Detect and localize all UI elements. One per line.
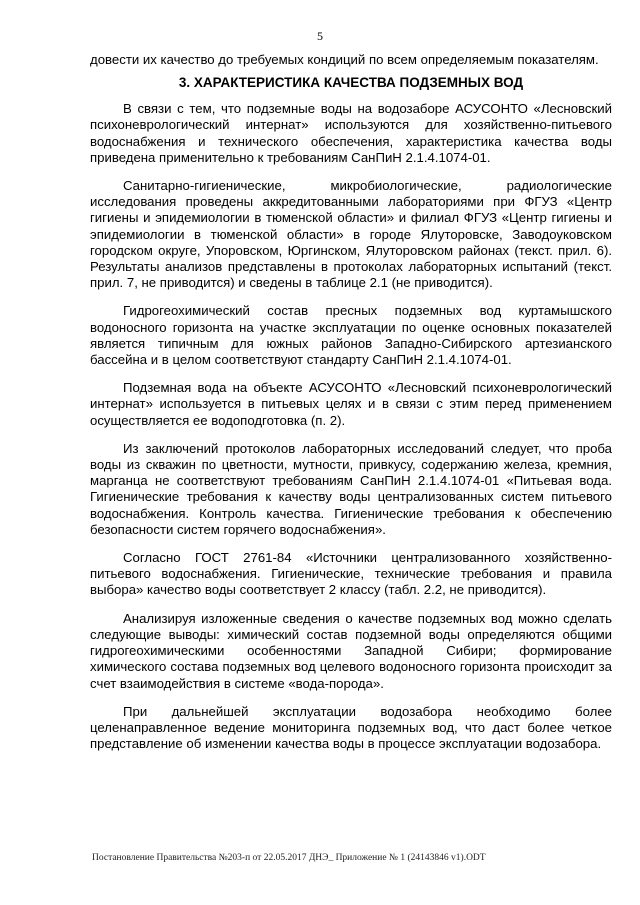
paragraph-6: Согласно ГОСТ 2761-84 «Источники централизованного хозяйственно-питьевого водоснабжения. Гигиенические, технические требования и правила выбора» качество воды соответствует 2 классу (табл. 2.2, не приводится). <box>90 550 612 598</box>
paragraph-2: Санитарно-гигиенические, микробиологические, радиологические исследования проведены аккредитованными лабораториями при ФГУЗ «Центр гигиены и эпидемиологии в тюменской области» и филиал ФГУЗ «Центр гигиены и эпидемиологии в тюменской области» в городе Ялуторовске, Заводоуковском городском округе, Упоровском, Юргинском, Ялуторовском районах (текст. прил. 6). Результаты анализов представлены в протоколах лабораторных испытаний (текст. прил. 7, не приводится) и сведены в таблице 2.1 (не приводится). <box>90 178 612 291</box>
paragraph-5: Из заключений протоколов лабораторных исследований следует, что проба воды из скважин по цветности, мутности, привкусу, содержанию железа, кремния, марганца не соответствуют требованиям СанПиН 2.1.4.1074-01 «Питьевая вода. Гигиенические требования к качеству воды централизованных систем питьевого водоснабжения. Контроль качества. Гигиенические требования к обеспечению безопасности систем горячего водоснабжения». <box>90 440 612 537</box>
intro-paragraph: довести их качество до требуемых кондиций по всем определяемым показателям. <box>90 52 599 67</box>
paragraph-3: Гидрогеохимический состав пресных подземных вод куртамышского водоносного горизонта на участке эксплуатации по оценке основных показателей является типичным для южных районов Западно-Сибирского артезианского бассейна и в целом соответствуют стандарту СанПиН 2.1.4.1074-01. <box>90 303 612 368</box>
section-heading: 3. ХАРАКТЕРИСТИКА КАЧЕСТВА ПОДЗЕМНЫХ ВОД <box>178 75 524 91</box>
document-body <box>90 52 612 764</box>
paragraph-1: В связи с тем, что подземные воды на водозаборе АСУСОНТО «Лесновский психоневрологический интернат» используются для хозяйственно-питьевого водоснабжения и технического обеспечения, характеристика качества воды приведена применительно к требованиям СанПиН 2.1.4.1074-01. <box>90 101 612 165</box>
paragraph-7: Анализируя изложенные сведения о качестве подземных вод можно сделать следующие выводы: химический состав подземной воды определяются общими гидрогеохимическими особенностями Западной Сибири; формирование химического состава подземных вод целевого водоносного горизонта происходит за счет взаимодействия в системе «вода-порода». <box>90 610 612 691</box>
paragraph-4: Подземная вода на объекте АСУСОНТО «Лесновский психоневрологический интернат» используется в питьевых целях и в связи с этим перед применением осуществляется ее водоподготовка (п. 2). <box>90 380 612 428</box>
paragraph-8: При дальнейшей эксплуатации водозабора необходимо более целенаправленное ведение мониторинга подземных вод, что даст более четкое представление об изменении качества воды в процессе эксплуатации водозабора. <box>90 703 612 752</box>
page-number: 5 <box>317 29 323 43</box>
page-footer: Постановление Правительства №203-п от 22.05.2017 ДНЭ_ Приложение № 1 (24143846 v1).ODT <box>92 853 486 863</box>
